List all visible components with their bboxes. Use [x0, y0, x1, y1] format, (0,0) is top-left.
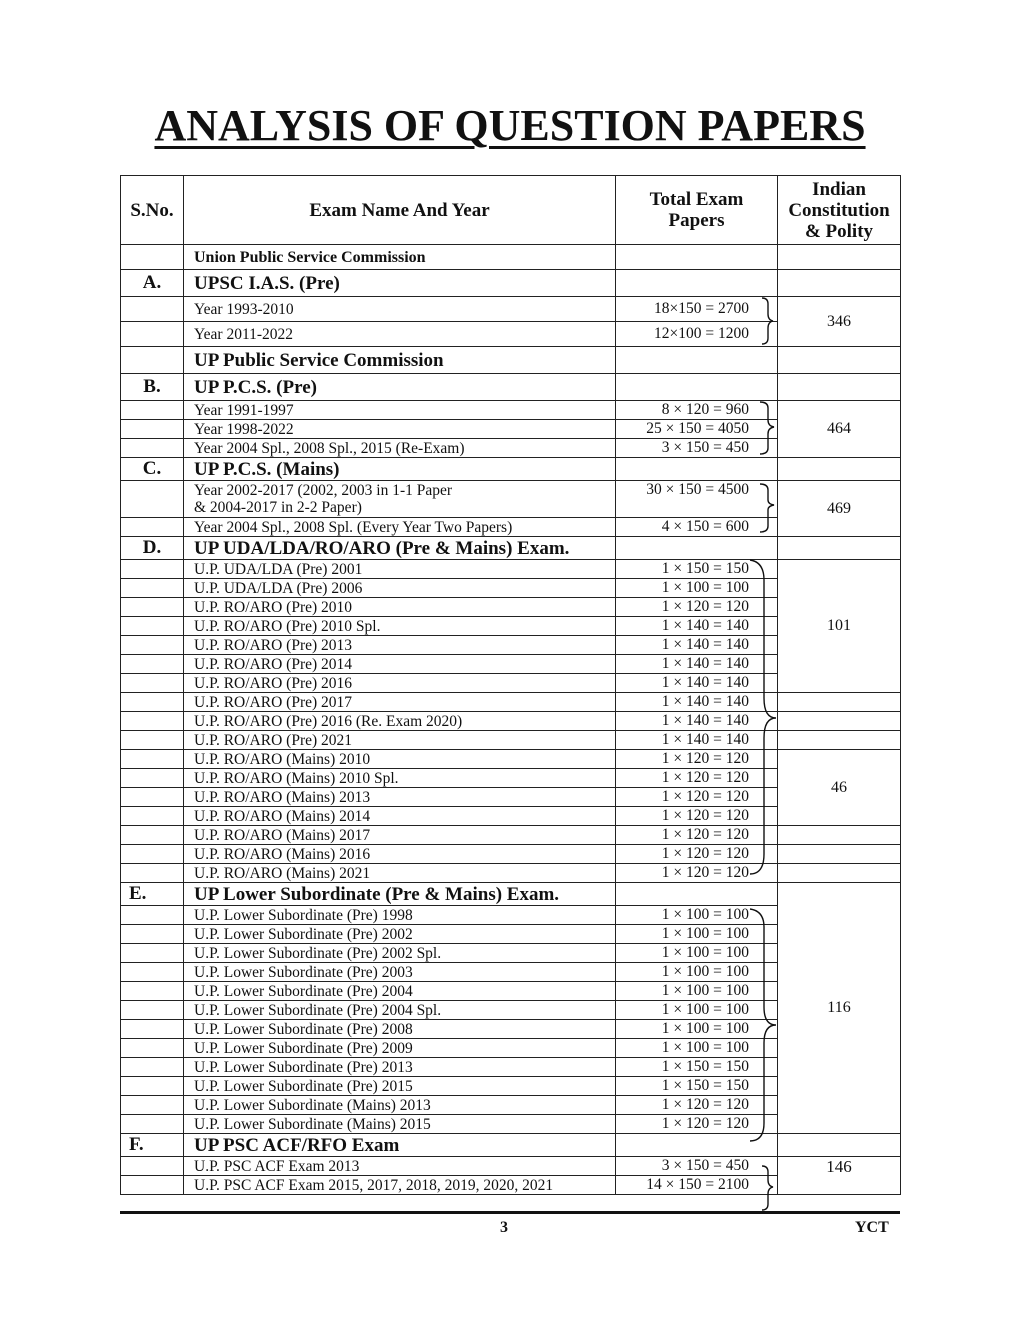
table-row: [121, 864, 901, 883]
papers-value: 1 × 100 = 100: [616, 982, 778, 1001]
papers-value: 3 × 150 = 450: [616, 439, 778, 458]
exam-name: U.P. PSC ACF Exam 2015, 2017, 2018, 2019, 2020, 2021: [184, 1176, 616, 1195]
analysis-table: [120, 175, 901, 1195]
exam-name: Year 2011-2022: [184, 322, 616, 347]
section-heading: UP UDA/LDA/RO/ARO (Pre & Mains) Exam.: [184, 537, 616, 560]
exam-name: U.P. RO/ARO (Pre) 2016 (Re. Exam 2020): [184, 712, 616, 731]
section-sno: D.: [121, 537, 184, 560]
papers-value: 1 × 120 = 120: [616, 750, 778, 769]
papers-value: 30 × 150 = 4500: [616, 481, 778, 518]
exam-name: U.P. Lower Subordinate (Pre) 2013: [184, 1058, 616, 1077]
exam-name: U.P. Lower Subordinate (Pre) 2003: [184, 963, 616, 982]
exam-name: U.P. RO/ARO (Mains) 2016: [184, 845, 616, 864]
papers-value: 1 × 100 = 100: [616, 1039, 778, 1058]
papers-value: 1 × 100 = 100: [616, 906, 778, 925]
section-sno: A.: [121, 270, 184, 297]
exam-name: U.P. Lower Subordinate (Mains) 2015: [184, 1115, 616, 1134]
header-sno: S.No.: [121, 176, 184, 245]
exam-name: U.P. Lower Subordinate (Pre) 2002: [184, 925, 616, 944]
exam-name: U.P. RO/ARO (Mains) 2021: [184, 864, 616, 883]
total-value: 146: [778, 1157, 901, 1195]
exam-name: U.P. Lower Subordinate (Pre) 2009: [184, 1039, 616, 1058]
papers-value: 1 × 100 = 100: [616, 579, 778, 598]
exam-name: U.P. RO/ARO (Pre) 2021: [184, 731, 616, 750]
table-row: [121, 1157, 901, 1176]
exam-name: U.P. RO/ARO (Pre) 2017: [184, 693, 616, 712]
papers-value: 14 × 150 = 2100: [616, 1176, 778, 1195]
table-row: [121, 712, 901, 731]
papers-value: 1 × 150 = 150: [616, 560, 778, 579]
exam-name: U.P. RO/ARO (Mains) 2014: [184, 807, 616, 826]
section-heading: UP P.C.S. (Pre): [184, 374, 616, 401]
exam-name: U.P. RO/ARO (Pre) 2010: [184, 598, 616, 617]
table-row: [121, 481, 901, 518]
papers-value: 1 × 140 = 140: [616, 617, 778, 636]
publisher-brand: YCT: [855, 1219, 889, 1236]
exam-name: U.P. UDA/LDA (Pre) 2001: [184, 560, 616, 579]
table-row: [121, 297, 901, 322]
table-row: [121, 537, 901, 560]
table-row: [121, 731, 901, 750]
exam-name: U.P. Lower Subordinate (Pre) 1998: [184, 906, 616, 925]
exam-name: U.P. RO/ARO (Pre) 2013: [184, 636, 616, 655]
papers-value: 1 × 120 = 120: [616, 845, 778, 864]
papers-value: 1 × 120 = 120: [616, 864, 778, 883]
page-title: [0, 100, 1020, 151]
table-row: [121, 401, 901, 420]
total-value: 464: [778, 401, 901, 458]
papers-value: 1 × 100 = 100: [616, 1001, 778, 1020]
papers-value: 1 × 140 = 140: [616, 636, 778, 655]
table-row: [121, 1134, 901, 1157]
section-sno: C.: [121, 458, 184, 481]
papers-value: 8 × 120 = 960: [616, 401, 778, 420]
total-value: 116: [778, 883, 901, 1134]
exam-name: U.P. Lower Subordinate (Pre) 2004: [184, 982, 616, 1001]
exam-name: U.P. Lower Subordinate (Pre) 2015: [184, 1077, 616, 1096]
papers-value: 1 × 120 = 120: [616, 826, 778, 845]
section-sno: F.: [121, 1134, 184, 1157]
exam-name: U.P. RO/ARO (Mains) 2013: [184, 788, 616, 807]
papers-value: 1 × 100 = 100: [616, 1020, 778, 1039]
table-row: [121, 560, 901, 579]
section-heading: UPSC I.A.S. (Pre): [184, 270, 616, 297]
papers-value: 1 × 100 = 100: [616, 944, 778, 963]
exam-name: Year 2004 Spl., 2008 Spl., 2015 (Re-Exam): [184, 439, 616, 458]
papers-value: 1 × 100 = 100: [616, 963, 778, 982]
section-heading: UP P.C.S. (Mains): [184, 458, 616, 481]
papers-value: 1 × 140 = 140: [616, 712, 778, 731]
table-row: [121, 374, 901, 401]
exam-name: U.P. PSC ACF Exam 2013: [184, 1157, 616, 1176]
papers-value: 1 × 120 = 120: [616, 807, 778, 826]
table-row: [121, 270, 901, 297]
papers-value: 1 × 150 = 150: [616, 1058, 778, 1077]
exam-name: U.P. RO/ARO (Pre) 2016: [184, 674, 616, 693]
papers-value: 1 × 140 = 140: [616, 655, 778, 674]
header-total-papers: Total Exam Papers: [616, 176, 778, 245]
footer-divider: [120, 1211, 900, 1214]
table-row: [121, 693, 901, 712]
table-row: [121, 883, 901, 906]
exam-name: U.P. Lower Subordinate (Pre) 2002 Spl.: [184, 944, 616, 963]
exam-name: U.P. UDA/LDA (Pre) 2006: [184, 579, 616, 598]
exam-name: U.P. RO/ARO (Pre) 2014: [184, 655, 616, 674]
exam-name: U.P. Lower Subordinate (Pre) 2008: [184, 1020, 616, 1039]
papers-value: 12×100 = 1200: [616, 322, 778, 347]
exam-name: U.P. RO/ARO (Mains) 2017: [184, 826, 616, 845]
exam-name: Year 1998-2022: [184, 420, 616, 439]
section-heading: UP PSC ACF/RFO Exam: [184, 1134, 616, 1157]
table-row: [121, 750, 901, 769]
exam-name: Year 1993-2010: [184, 297, 616, 322]
table-header-row: [121, 176, 901, 245]
papers-value: 3 × 150 = 450: [616, 1157, 778, 1176]
papers-value: 1 × 140 = 140: [616, 693, 778, 712]
papers-value: 25 × 150 = 4050: [616, 420, 778, 439]
table-row: [121, 845, 901, 864]
page-title-text: ANALYSIS OF QUESTION PAPERS: [154, 101, 866, 150]
org-heading: UP Public Service Commission: [184, 347, 616, 374]
table-row: [121, 245, 901, 270]
total-value: 46: [778, 750, 901, 826]
exam-name: U.P. RO/ARO (Mains) 2010: [184, 750, 616, 769]
papers-value: 1 × 120 = 120: [616, 598, 778, 617]
exam-name: U.P. RO/ARO (Mains) 2010 Spl.: [184, 769, 616, 788]
exam-name: Year 2002-2017 (2002, 2003 in 1-1 Paper & 2004-2017 in 2-2 Paper): [184, 481, 616, 518]
papers-value: 1 × 140 = 140: [616, 731, 778, 750]
papers-value: 1 × 120 = 120: [616, 1115, 778, 1134]
header-exam-name: Exam Name And Year: [184, 176, 616, 245]
papers-value: 1 × 120 = 120: [616, 1096, 778, 1115]
exam-name: U.P. RO/ARO (Pre) 2010 Spl.: [184, 617, 616, 636]
papers-value: 4 × 150 = 600: [616, 518, 778, 537]
exam-name: U.P. Lower Subordinate (Pre) 2004 Spl.: [184, 1001, 616, 1020]
papers-value: 1 × 150 = 150: [616, 1077, 778, 1096]
page-number: 3: [500, 1219, 508, 1236]
papers-value: 1 × 120 = 120: [616, 788, 778, 807]
total-value: 469: [778, 481, 901, 537]
exam-name: Year 1991-1997: [184, 401, 616, 420]
org-heading: Union Public Service Commission: [184, 245, 616, 270]
total-value: 101: [778, 560, 901, 693]
section-sno: E.: [121, 883, 184, 906]
papers-value: 18×150 = 2700: [616, 297, 778, 322]
table-row: [121, 826, 901, 845]
papers-value: 1 × 120 = 120: [616, 769, 778, 788]
total-value: 346: [778, 297, 901, 347]
section-sno: B.: [121, 374, 184, 401]
papers-value: 1 × 140 = 140: [616, 674, 778, 693]
header-indian-constitution: Indian Constitution & Polity: [778, 176, 901, 245]
exam-name: Year 2004 Spl., 2008 Spl. (Every Year Two Papers): [184, 518, 616, 537]
table-row: [121, 347, 901, 374]
table-row: [121, 458, 901, 481]
papers-value: 1 × 100 = 100: [616, 925, 778, 944]
exam-name: U.P. Lower Subordinate (Mains) 2013: [184, 1096, 616, 1115]
section-heading: UP Lower Subordinate (Pre & Mains) Exam.: [184, 883, 616, 906]
